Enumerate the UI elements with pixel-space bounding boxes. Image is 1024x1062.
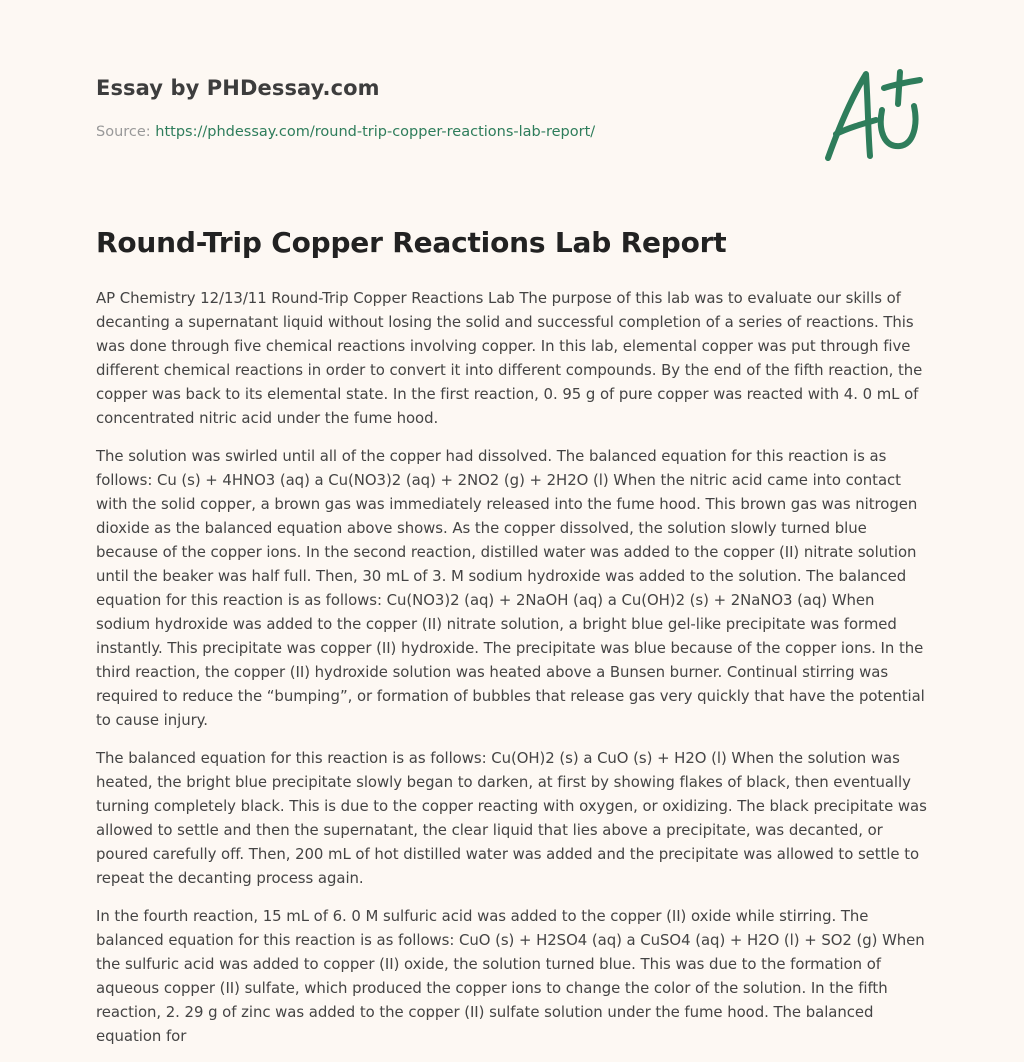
a-plus-logo (822, 64, 928, 168)
paragraph: The solution was swirled until all of the copper had dissolved. The balanced equation for this reaction is as follows: Cu (s) + 4HNO3 (aq) a Cu(NO3)2 (aq) + 2NO2 (g) + 2H2O (l) When the nitric acid came into contact with the solid copper, a brown gas was immediately released into the fume hood. This brown gas was nitrogen dioxide as the balanced equation above shows. As the copper dissolved, the solution slowly turned blue because of the copper ions. In the second reaction, distilled water was added to the copper (II) nitrate solution until the beaker was half full. Then, 30 mL of 3. M sodium hydroxide was added to the solution. The balanced equation for this reaction is as follows: Cu(NO3)2 (aq) + 2NaOH (aq) a Cu(OH)2 (s) + 2NaNO3 (aq) When sodium hydroxide was added to the copper (II) nitrate solution, a bright blue gel-like precipitate was formed instantly. This precipitate was copper (II) hydroxide. The precipitate was blue because of the copper ions. In the third reaction, the copper (II) hydroxide solution was heated above a Bunsen burner. Continual stirring was required to reduce the “bumping”, or formation of bubbles that release gas very quickly that have the potential to cause injury. (96, 447, 925, 729)
paragraph: The balanced equation for this reaction is as follows: Cu(OH)2 (s) a CuO (s) + H2O (l) When the solution was heated, the bright blue precipitate slowly began to darken, at first by showing flakes of black, then eventually turning completely black. This is due to the copper reacting with oxygen, or oxidizing. The black precipitate was allowed to settle and then the supernatant, the clear liquid that lies above a precipitate, was decanted, or poured carefully off. Then, 200 mL of hot distilled water was added and the precipitate was allowed to settle to repeat the decanting process again. (96, 749, 927, 887)
document-body (96, 286, 928, 1062)
paragraph: AP Chemistry 12/13/11 Round-Trip Copper Reactions Lab The purpose of this lab was to evaluate our skills of decanting a supernatant liquid without losing the solid and successful completion of a series of reactions. This was done through five chemical reactions involving copper. In this lab, elemental copper was put through five different chemical reactions in order to convert it into different compounds. By the end of the fifth reaction, the copper was back to its elemental state. In the first reaction, 0. 95 g of pure copper was reacted with 4. 0 mL of concentrated nitric acid under the fume hood. (96, 289, 923, 427)
site-title: Essay by PHDessay.com (96, 76, 380, 100)
a-plus-logo-icon (822, 64, 928, 168)
source-line (96, 124, 595, 140)
document-title: Round-Trip Copper Reactions Lab Report (96, 226, 727, 259)
source-label: Source: (96, 124, 156, 140)
paragraph: In the fourth reaction, 15 mL of 6. 0 M sulfuric acid was added to the copper (II) oxide while stirring. The balanced equation for this reaction is as follows: CuO (s) + H2SO4 (aq) a CuSO4 (aq) + H2O (l) + SO2 (g) When the sulfuric acid was added to copper (II) oxide, the solution turned blue. This was due to the formation of aqueous copper (II) sulfate, which produced the copper ions to change the color of the solution. In the fifth reaction, 2. 29 g of zinc was added to the copper (II) sulfate solution under the fume hood. The balanced equation for (96, 907, 925, 1045)
source-link[interactable]: https://phdessay.com/round-trip-copper-reactions-lab-report/ (155, 124, 596, 140)
